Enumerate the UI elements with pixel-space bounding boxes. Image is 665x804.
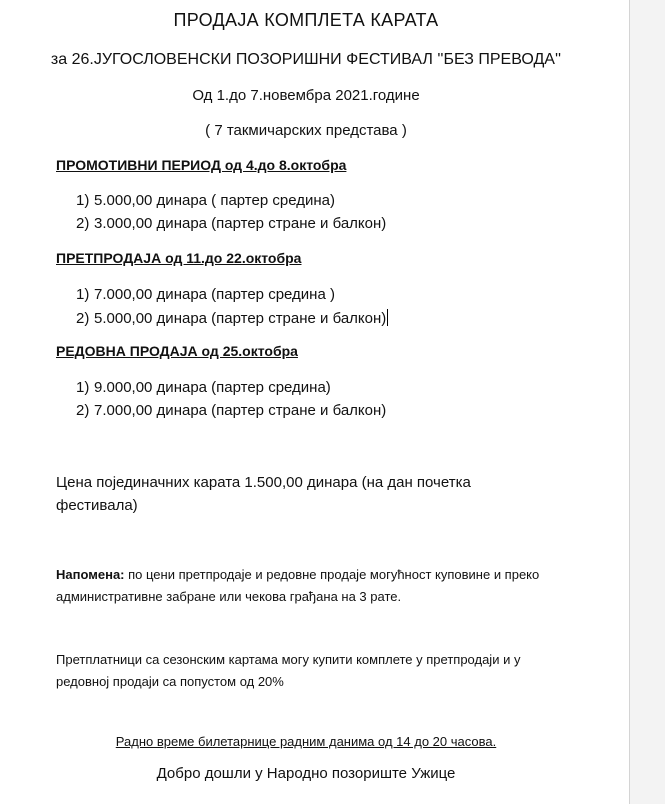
box-office-hours: Радно време билетарнице радним данима од 14 до 20 часова. [115,734,497,749]
section-heading-presale: ПРЕТПРОДАЈА од 11.до 22.октобра [56,250,302,266]
festival-subtitle: за 26.ЈУГОСЛОВЕНСКИ ПОЗОРИШНИ ФЕСТИВАЛ ''БЕЗ ПРЕВОДА'' [50,51,562,68]
section-heading-regular: РЕДОВНА ПРОДАЈА од 25.октобра [56,343,298,359]
list-item: 2) 3.000,00 динара (партер стране и балкон) [76,215,387,232]
list-item: 2) 5.000,00 динара (партер стране и балкон) [76,310,387,327]
list-item: 2) 7.000,00 динара (партер стране и балкон) [76,402,387,419]
show-count: ( 7 такмичарских представа ) [205,122,407,139]
section-heading-promo: ПРОМОТИВНИ ПЕРИОД од 4.до 8.октобра [56,157,347,173]
note-label: Напомена: [56,567,125,582]
list-item: 1) 9.000,00 динара (партер средина) [76,379,331,396]
festival-dates: Од 1.до 7.новембра 2021.године [192,87,420,104]
payment-note [56,564,576,608]
text-cursor [387,309,388,326]
subscriber-discount: Претплатници са сезонским картама могу купити комплете у претпродаји и у редовној продаји са попустом од 20% [56,652,521,689]
welcome-line: Добро дошли у Народно позориште Ужице [156,765,456,782]
document-title: ПРОДАЈА КОМПЛЕТА КАРАТА [173,10,439,30]
single-ticket-price: Цена појединачних карата 1.500,00 динара (на дан почетка фестивала) [56,474,471,514]
note-text: по цени претпродаје и редовне продаје могућност куповине и преко административне забране или чекова грађана на 3 рате. [56,567,540,604]
list-item: 1) 7.000,00 динара (партер средина ) [76,286,335,303]
page-margin-area [629,0,665,804]
list-item: 1) 5.000,00 динара ( партер средина) [76,192,335,209]
